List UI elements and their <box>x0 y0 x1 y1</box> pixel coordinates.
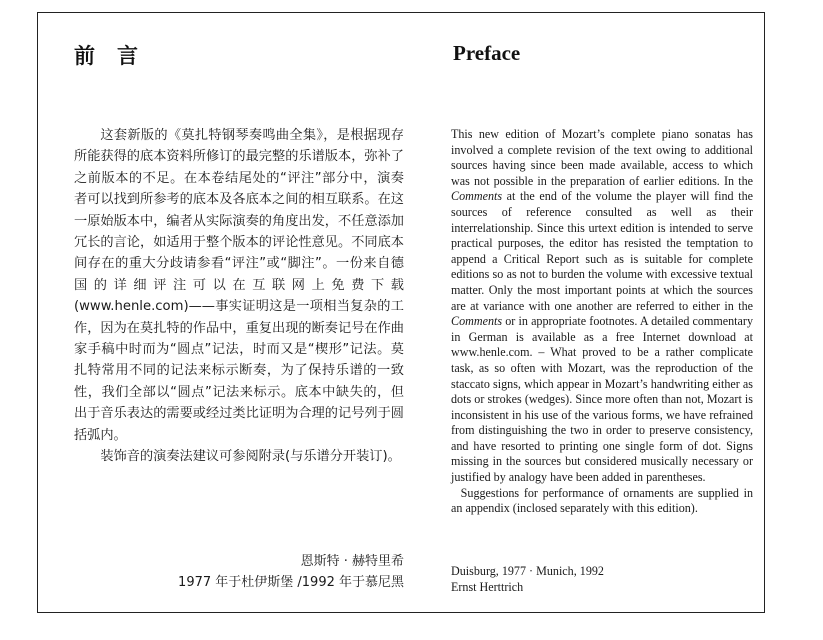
english-body <box>451 127 753 517</box>
document-page <box>37 12 765 613</box>
chinese-body <box>74 125 404 468</box>
english-paragraph-1-part-b: at the end of the volume the player will find the sources of reference consulted as well as their interrelationship. Since this urtext edition is intended to serve practical purposes, the editor has resisted the temptation to append a Critical Report such as is suitable for complete editions so as not to burden the volume with excessive textual matter. Only the most important points at which the sources are at variance with one another are referred to either in the <box>451 189 753 313</box>
comments-reference: Comments <box>451 189 503 204</box>
english-title: Preface <box>453 41 521 65</box>
chinese-title: 前言 <box>74 44 160 68</box>
chinese-signature-name: 恩斯特 · 赫特里希 <box>300 554 404 569</box>
english-paragraph-1-part-c: or in appropriate footnotes. A detailed commentary in German is available as a free Internet download at www.henle.com. – What proved to be a rather complicate task, as so often with Mozart, was the reproduction of the staccato signs, which appear in Mozart’s handwriting either as dots or strokes (wedges). Since more often than not, Mozart is inconsistent in his use of the various forms, we have refrained from distinguishing the two in order to preserve consistency, and have resorted to printing one single form of dot. Signs missing in the sources but considered musically necessary or justified by analogy have been added in parentheses. <box>451 314 753 485</box>
chinese-paragraph-2: 装饰音的演奏法建议可参阅附录(与乐谱分开装订)。 <box>100 449 401 465</box>
english-signature-name: Ernst Herttrich <box>451 580 524 594</box>
chinese-column <box>74 13 404 612</box>
english-paragraph-1 <box>451 127 753 486</box>
english-paragraph-2: Suggestions for performance of ornaments are supplied in an appendix (inclosed separately with this edition). <box>451 485 753 516</box>
chinese-signature-date: 1977 年于杜伊斯堡 /1992 年于慕尼黑 <box>178 575 404 590</box>
english-signature-place: Duisburg, 1977 · Munich, 1992 <box>451 564 604 578</box>
english-column <box>451 13 751 612</box>
comments-reference: Comments <box>451 314 503 329</box>
chinese-paragraph-1: 这套新版的《莫扎特钢琴奏鸣曲全集》，是根据现存所能获得的底本资料所修订的最完整的乐谱版本，弥补了之前版本的不足。在本卷结尾处的“评注”部分中，演奏者可以找到所参考的底本及各底本之间的相互联系。在这一原始版本中，编者从实际演奏的角度出发，不任意添加冗长的言论，如适用于整个版本的评论性意见。不同底本间存在的重大分歧请参看“评注”或“脚注”。一份来自德国的详细评注可以在互联网上免费下载(www.henle.com)——事实证明这是一项相当复杂的工作，因为在莫扎特的作品中，重复出现的断奏记号在作曲家手稿中时而为“圆点”记法，时而又是“楔形”记法。莫扎特常用不同的记法来标示断奏，为了保持乐谱的一致性，我们全部以“圆点”记法来标示。底本中缺失的，但出于音乐表达的需要或经过类比证明为合理的记号列于圆括弧内。 <box>74 128 404 443</box>
english-paragraph-1-part-a: This new edition of Mozart’s complete piano sonatas has involved a complete revision of the text owing to additional sources having since been made available, access to which was not possible in the preparation of earlier editions. In the <box>451 127 753 188</box>
